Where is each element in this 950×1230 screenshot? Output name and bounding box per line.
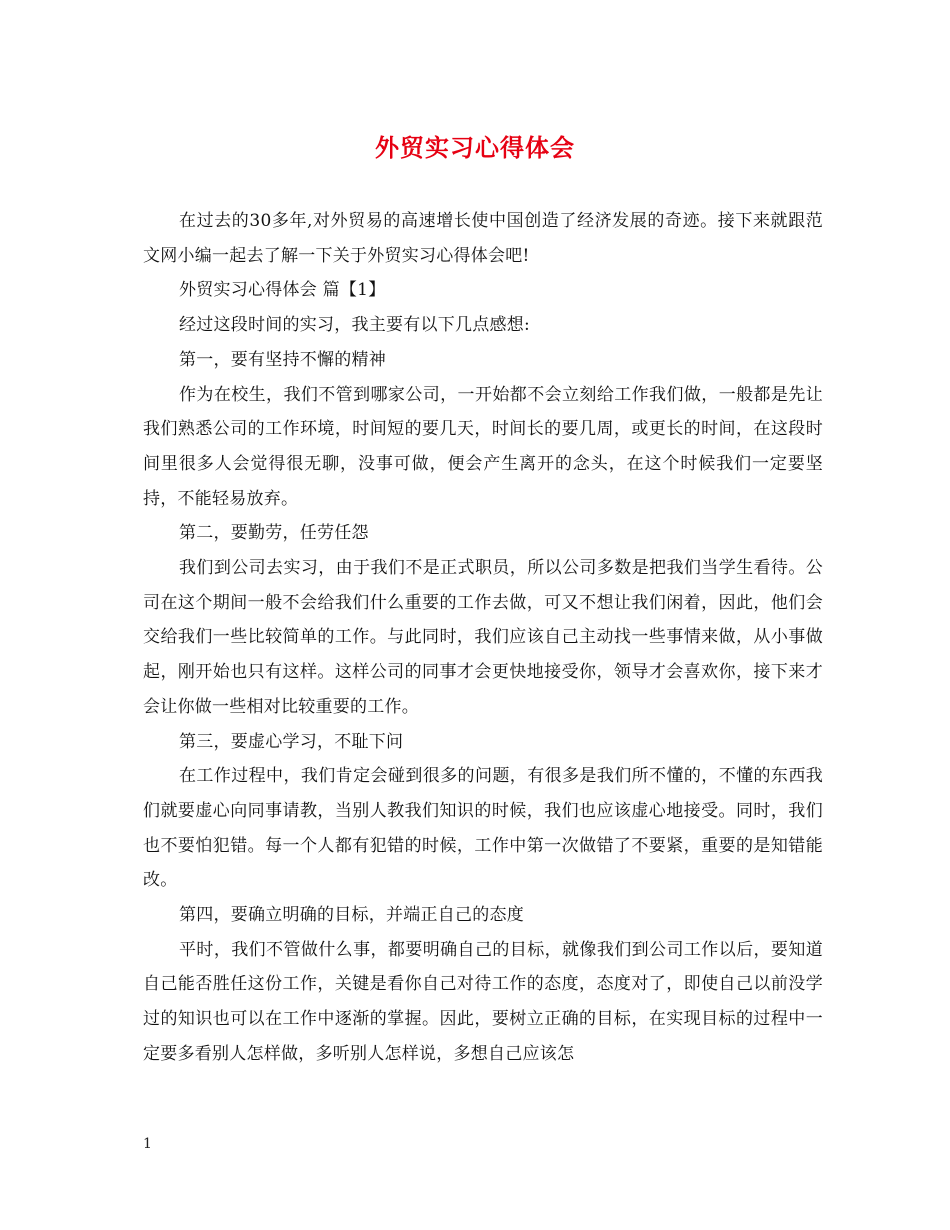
intro-paragraph: 在过去的30多年,对外贸易的高速增长使中国创造了经济发展的奇迹。接下来就跟范文网小编一起去了解一下关于外贸实习心得体会吧! (143, 211, 823, 266)
page-number: 1 (143, 1136, 152, 1152)
point-heading-2: 第二，要勤劳，任劳任怨 (179, 523, 369, 544)
paragraph: 平时，我们不管做什么事，都要明确自己的目标，就像我们到公司工作以后，要知道自己能否胜任这份工作，关键是看你自己对待工作的态度，态度对了，即使自己以前没学过的知识也可以在工作中逐渐的掌握。因此，要树立正确的目标，在实现目标的过程中一定要多看别人怎样做，多听别人怎样说，多想自己应该怎 (143, 939, 823, 1064)
paragraph: 经过这段时间的实习，我主要有以下几点感想: (179, 315, 530, 336)
paragraph: 在工作过程中，我们肯定会碰到很多的问题，有很多是我们所不懂的，不懂的东西我们就要虚心向同事请教，当别人教我们知识的时候，我们也应该虚心地接受。同时，我们也不要怕犯错。每一个人都有犯错的时候，工作中第一次做错了不要紧，重要的是知错能改。 (143, 766, 823, 891)
paragraph: 作为在校生，我们不管到哪家公司，一开始都不会立刻给工作我们做，一般都是先让我们熟悉公司的工作环境，时间短的要几天，时间长的要几周，或更长的时间，在这段时间里很多人会觉得很无聊，没事可做，便会产生离开的念头，在这个时候我们一定要坚持，不能轻易放弃。 (143, 384, 823, 509)
document-title: 外贸实习心得体会 (375, 133, 575, 162)
paragraph: 我们到公司去实习，由于我们不是正式职员，所以公司多数是把我们当学生看待。公司在这个期间一般不会给我们什么重要的工作去做，可又不想让我们闲着，因此，他们会交给我们一些比较简单的工作。与此同时，我们应该自己主动找一些事情来做，从小事做起，刚开始也只有这样。这样公司的同事才会更快地接受你，领导才会喜欢你，接下来才会让你做一些相对比较重要的工作。 (143, 558, 823, 717)
section-heading: 外贸实习心得体会 篇【1】 (179, 280, 386, 301)
point-heading-3: 第三，要虚心学习，不耻下问 (179, 731, 404, 752)
document-body (143, 204, 823, 1072)
point-heading-1: 第一，要有坚持不懈的精神 (179, 349, 386, 370)
point-heading-4: 第四，要确立明确的目标，并端正自己的态度 (179, 905, 524, 926)
